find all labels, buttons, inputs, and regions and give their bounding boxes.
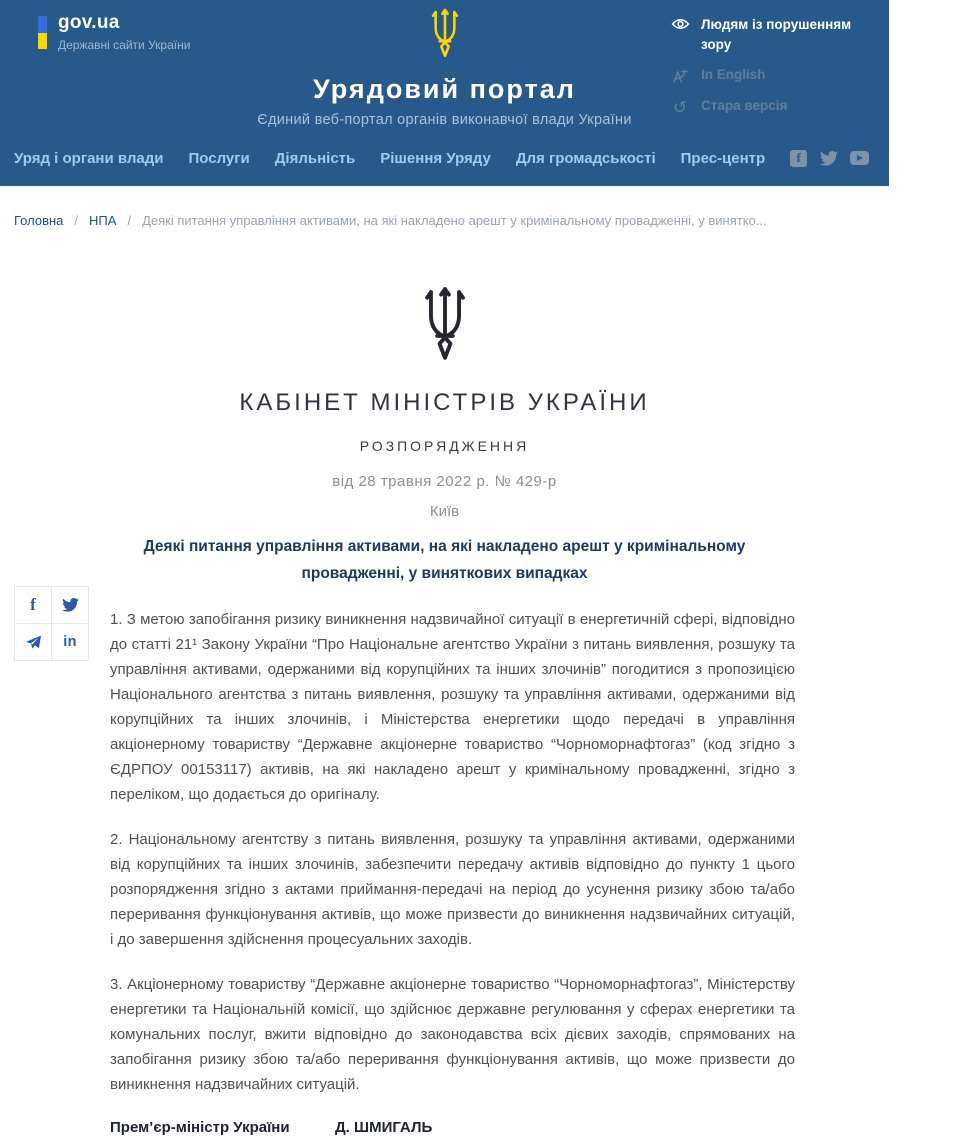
breadcrumb-separator: / xyxy=(127,213,132,228)
breadcrumb-separator: / xyxy=(74,213,79,228)
document-issuer: КАБІНЕТ МІНІСТРІВ УКРАЇНИ xyxy=(239,389,650,416)
portal-subtitle: Єдиний веб-портал органів виконавчої влади України xyxy=(257,112,632,128)
history-icon: ↺ xyxy=(672,97,688,117)
nav-item-press[interactable]: Прес-центр xyxy=(680,149,766,167)
document-paragraph-2: 2. Національному агентству з питань виявлення, розшуку та управління активами, одержаними від корупційних та інших злочинів, забезпечити передачу активів відповідно до пункту 1 цього розпорядження згідно з актами приймання-передачі на період до усунення ризику збою та/або переривання функціонування активів, що може призвести до виникнення надзвичайних ситуацій, і до завершення здійснення процесуальних заходів. xyxy=(110,831,795,948)
portal-title: Урядовий портал xyxy=(313,74,576,104)
gov-ua-brand[interactable] xyxy=(38,12,190,52)
document-content xyxy=(0,286,889,1136)
language-label: In English xyxy=(701,67,766,83)
nav-item-government[interactable]: Уряд і органи влади xyxy=(14,149,164,167)
nav-item-activity[interactable]: Діяльність xyxy=(274,149,356,167)
trident-emblem-icon xyxy=(428,8,462,60)
accessibility-label: Людям із порушенням зору xyxy=(701,17,852,52)
share-twitter-button[interactable] xyxy=(52,587,89,624)
share-box xyxy=(14,586,89,661)
document-paragraph-1: 1. З метою запобігання ризику виникнення надзвичайної ситуації в енергетичній сфері, відповідно до статті 21¹ Закону України “Про Національне агентство України з питань виявлення, розшуку та управління активами, одержаними від корупційних та інших злочинів” погодитися з пропозицією Національного агентства з питань виявлення, розшуку та управління активами, одержаними від корупційних та інших злочинів, і Міністерства енергетики щодо передачі в управління акціонерному товариству “Державне акціонерне товариство “Чорноморнафтогаз” (код згідно з ЄДРПОУ 00153117) активів, на які накладено арешт у кримінальному провадженні, згідно з переліком, що додається до оригіналу. xyxy=(110,611,795,803)
share-telegram-button[interactable] xyxy=(15,624,52,661)
search-icon xyxy=(890,148,910,168)
youtube-icon[interactable] xyxy=(850,151,869,165)
gov-ua-logo-text: gov.ua xyxy=(58,12,120,33)
signature-block xyxy=(110,1119,795,1136)
nav-item-decisions[interactable]: Рішення Уряду xyxy=(380,149,491,167)
nav-social-links xyxy=(790,148,966,168)
facebook-icon[interactable]: f xyxy=(790,150,807,167)
accessibility-link[interactable] xyxy=(670,15,853,54)
signature-name: Д. ШМИГАЛЬ xyxy=(335,1119,433,1136)
document-date: від 28 травня 2022 р. № 429-р xyxy=(332,473,557,490)
main-navigation xyxy=(14,148,966,168)
search-button[interactable] xyxy=(890,148,966,168)
breadcrumb-home[interactable]: Головна xyxy=(14,213,64,228)
nav-item-services[interactable]: Послуги xyxy=(188,149,250,167)
share-facebook-button[interactable]: f xyxy=(15,587,52,624)
old-version-label: Стара версія xyxy=(701,98,788,114)
site-header xyxy=(0,0,966,186)
gov-ua-tagline: Державні сайти України xyxy=(58,38,191,52)
document-title: Деякі питання управління активами, на які накладено арешт у кримінальному провадженні, у виняткових випадках xyxy=(143,538,746,582)
document-city: Київ xyxy=(429,503,460,520)
document-paragraph-3: 3. Акціонерному товариству “Державне акціонерне товариство “Чорноморнафтогаз”, Міністерству енергетики та Національній комісії, що здійснює державне регулювання у сферах енергетики та комунальних послуг, вжити відповідно до законодавства всіх дієвих заходів, спрямованих на запобігання ризику збою та/або переривання функціонування активів, що може призвести до виникнення надзвичайних ситуацій. xyxy=(110,976,795,1093)
breadcrumb-npa[interactable]: НПА xyxy=(89,213,117,228)
share-linkedin-button[interactable]: in xyxy=(52,624,89,661)
ukraine-flag-icon xyxy=(38,16,47,49)
eye-icon xyxy=(670,15,690,33)
telegram-icon xyxy=(25,635,42,650)
trident-emblem-icon xyxy=(420,286,470,364)
twitter-icon xyxy=(62,598,79,612)
nav-item-public[interactable]: Для громадськості xyxy=(515,149,656,167)
breadcrumb xyxy=(0,186,889,228)
document-body xyxy=(110,607,795,1097)
search-label: Пошук xyxy=(918,149,966,167)
signature-position: Прем’єр-міністр України xyxy=(110,1119,290,1136)
document-type: РОЗПОРЯДЖЕННЯ xyxy=(359,438,530,454)
breadcrumb-current: Деякі питання управління активами, на які накладено арешт у кримінальному провадженні, у винятко... xyxy=(142,213,767,228)
twitter-icon[interactable] xyxy=(820,150,837,167)
